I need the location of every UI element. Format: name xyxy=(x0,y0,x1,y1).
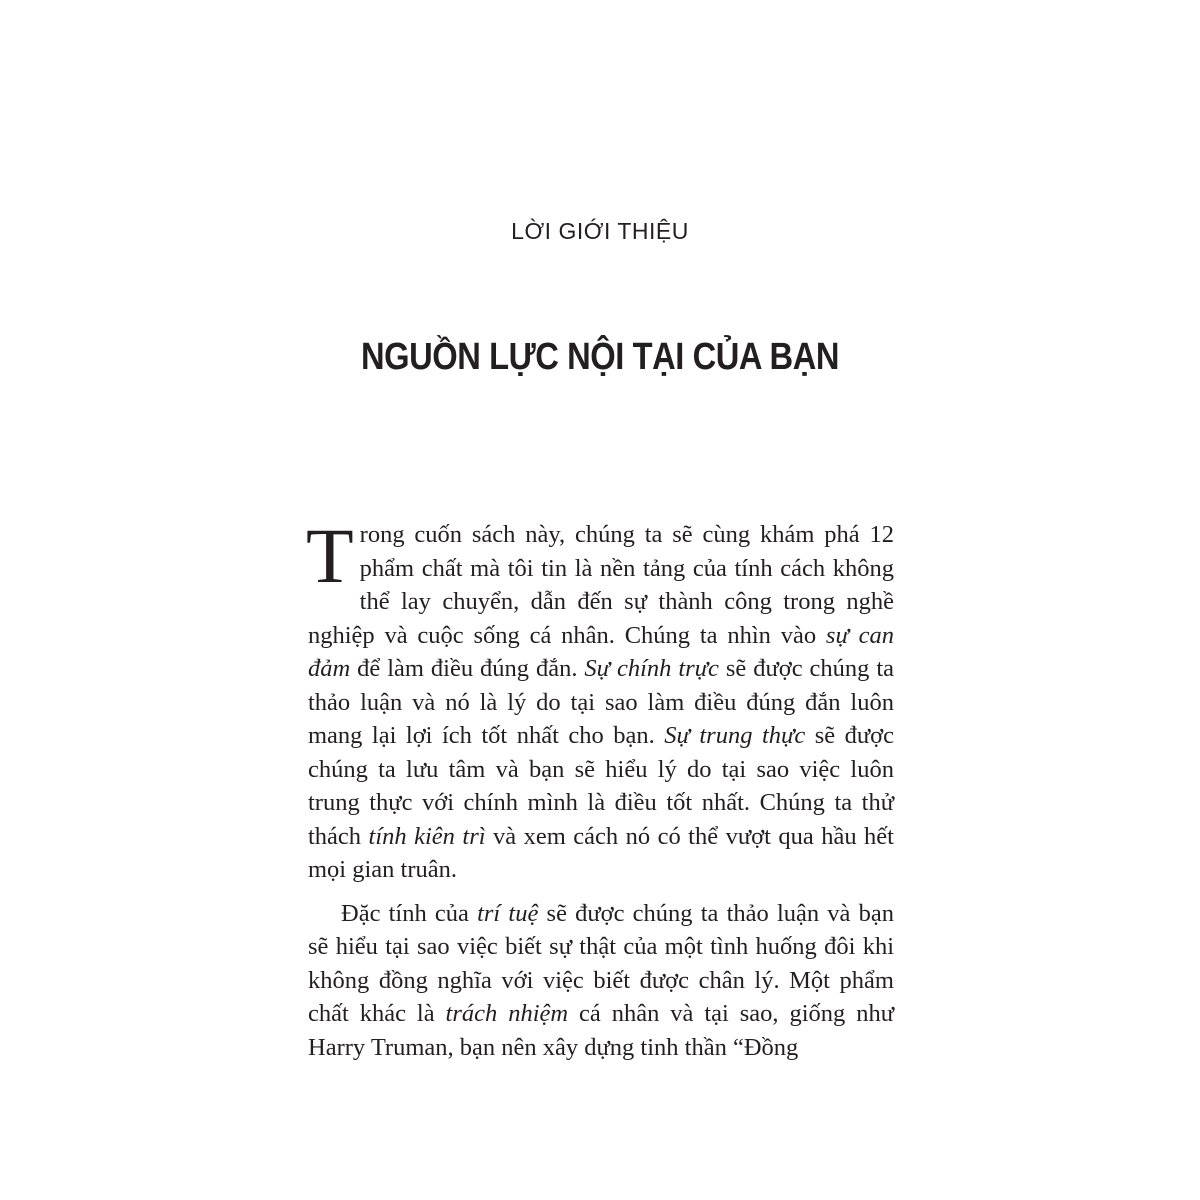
paragraph-2 xyxy=(308,897,894,1065)
p2-text-3: cá nhân và tại sao, giống như Harry Truman, bạn nên xây dựng tinh thần “Đồng xyxy=(308,1000,894,1061)
p1-text-5: và xem cách nó có thể vượt qua hầu hết mọi gian truân. xyxy=(308,822,894,883)
p2-text-1: Đặc tính của xyxy=(341,899,478,927)
p1-text-4: sẽ được chúng ta lưu tâm và bạn sẽ hiểu lý do tại sao việc luôn trung thực với chính mình là điều tốt nhất. Chúng ta thử thách xyxy=(308,722,894,850)
chapter-kicker: LỜI GIỚI THIỆU xyxy=(511,218,689,244)
p1-text-1: rong cuốn sách này, chúng ta sẽ cùng khám phá 12 phẩm chất mà tôi tin là nền tảng của tính cách không thể lay chuyển, dẫn đến sự thành công trong nghề nghiệp và cuộc sống cá nhân. Chúng ta nhìn vào xyxy=(308,521,894,649)
p1-emphasis-2: Sự chính trực xyxy=(584,655,719,682)
p1-text-2: để làm điều đúng đắn. xyxy=(350,655,585,682)
p1-emphasis-4: tính kiên trì xyxy=(368,822,486,850)
p1-text-3: sẽ được chúng ta thảo luận và nó là lý do tại sao làm điều đúng đắn luôn mang lại lợi ích tốt nhất cho bạn. xyxy=(308,655,895,749)
p2-emphasis-2: trách nhiệm xyxy=(445,1000,569,1027)
chapter-body xyxy=(306,512,895,1074)
p2-text-2: sẽ được chúng ta thảo luận và bạn sẽ hiểu tại sao việc biết sự thật của một tình huống đôi khi không đồng nghĩa với việc biết được chân lý. Một phẩm chất khác là xyxy=(308,899,894,1027)
paragraph-1 xyxy=(306,512,895,887)
drop-cap: T xyxy=(306,512,354,599)
p1-emphasis-1: sự can đảm xyxy=(308,621,894,682)
chapter-title: NGUỒN LỰC NỘI TẠI CỦA BẠN xyxy=(360,336,840,378)
p2-emphasis-1: trí tuệ xyxy=(477,899,539,927)
p1-emphasis-3: Sự trung thực xyxy=(664,722,806,749)
